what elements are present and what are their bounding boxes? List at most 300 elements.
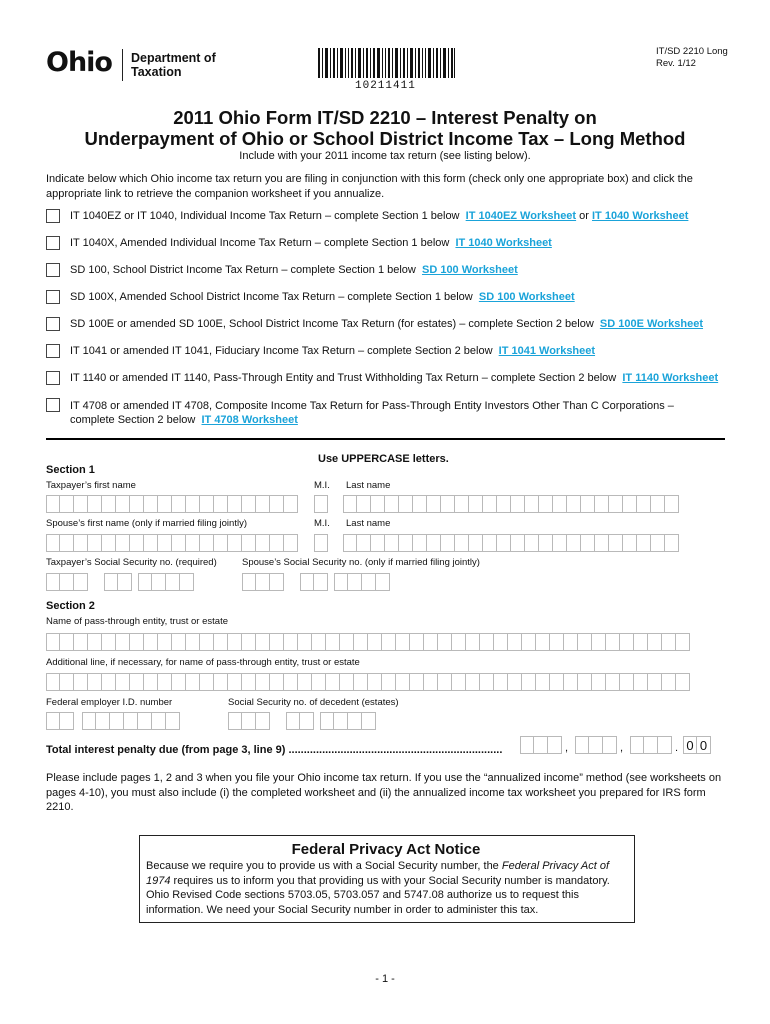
character-box[interactable]: [606, 673, 620, 691]
character-box[interactable]: [410, 673, 424, 691]
character-box[interactable]: [186, 534, 200, 552]
character-box[interactable]: [228, 633, 242, 651]
character-box[interactable]: [96, 712, 110, 730]
character-box[interactable]: [186, 495, 200, 513]
character-box[interactable]: [550, 673, 564, 691]
character-box[interactable]: [644, 736, 658, 754]
character-box[interactable]: [158, 495, 172, 513]
character-box[interactable]: [483, 495, 497, 513]
character-box[interactable]: [424, 633, 438, 651]
character-box[interactable]: [300, 573, 314, 591]
fein-label: Federal employer I.D. number: [46, 697, 173, 708]
decedent-ssn-label: Social Security no. of decedent (estates): [228, 697, 399, 708]
character-box[interactable]: [256, 673, 270, 691]
character-box[interactable]: [130, 633, 144, 651]
total-comma-1: ,: [565, 742, 569, 754]
privacy-body-a: Because we require you to provide us with a Social Security number, the: [146, 860, 502, 872]
character-box[interactable]: [539, 534, 553, 552]
character-box[interactable]: [326, 633, 340, 651]
character-box[interactable]: [46, 712, 60, 730]
spouse-last-label: Last name: [346, 518, 391, 529]
character-box[interactable]: [256, 534, 270, 552]
section2-heading: Section 2: [46, 600, 95, 612]
character-box[interactable]: [581, 495, 595, 513]
character-box[interactable]: [284, 673, 298, 691]
character-box[interactable]: [620, 633, 634, 651]
taxpayer-first-input[interactable]: [46, 495, 298, 513]
character-box[interactable]: [326, 673, 340, 691]
character-box[interactable]: [508, 633, 522, 651]
character-box[interactable]: [480, 673, 494, 691]
character-box[interactable]: [46, 673, 60, 691]
character-box[interactable]: [595, 495, 609, 513]
character-box[interactable]: [256, 712, 270, 730]
character-box[interactable]: [104, 573, 118, 591]
option-label: IT 1040EZ or IT 1040, Individual Income Tax Return – complete Section 1 below: [70, 210, 460, 222]
character-box[interactable]: [399, 495, 413, 513]
character-box[interactable]: [567, 495, 581, 513]
character-box[interactable]: [368, 633, 382, 651]
character-box[interactable]: [286, 712, 300, 730]
entity-name-label: Name of pass-through entity, trust or estate: [46, 616, 228, 627]
character-box[interactable]: [603, 736, 617, 754]
character-box[interactable]: [242, 573, 256, 591]
character-box[interactable]: [82, 712, 96, 730]
character-box[interactable]: [609, 495, 623, 513]
character-box[interactable]: [665, 534, 679, 552]
checkbox-sd100e[interactable]: [46, 317, 60, 331]
character-box[interactable]: [116, 534, 130, 552]
character-box[interactable]: [46, 633, 60, 651]
character-box[interactable]: [348, 712, 362, 730]
character-box[interactable]: [214, 673, 228, 691]
character-box[interactable]: [413, 534, 427, 552]
decedent-ssn-input-2[interactable]: [286, 712, 314, 730]
character-box[interactable]: [676, 633, 690, 651]
checkbox-sd100x[interactable]: [46, 290, 60, 304]
character-box[interactable]: [74, 495, 88, 513]
character-box[interactable]: [410, 633, 424, 651]
checkbox-sd100[interactable]: [46, 263, 60, 277]
character-box[interactable]: [256, 495, 270, 513]
taxpayer-mi-input[interactable]: [314, 495, 328, 513]
character-box[interactable]: [270, 633, 284, 651]
character-box[interactable]: [595, 534, 609, 552]
character-box[interactable]: [466, 633, 480, 651]
character-box[interactable]: [186, 633, 200, 651]
taxpayer-ssn-input[interactable]: [46, 573, 88, 591]
character-box[interactable]: [343, 495, 357, 513]
character-box[interactable]: [348, 573, 362, 591]
checkbox-it1040x[interactable]: [46, 236, 60, 250]
character-box[interactable]: [116, 495, 130, 513]
character-box[interactable]: [186, 673, 200, 691]
character-box[interactable]: [74, 673, 88, 691]
character-box[interactable]: [214, 633, 228, 651]
checkbox-it1040[interactable]: [46, 209, 60, 223]
character-box[interactable]: [298, 673, 312, 691]
character-box[interactable]: [520, 736, 534, 754]
character-box[interactable]: [371, 534, 385, 552]
character-box[interactable]: [534, 736, 548, 754]
total-amount-input-1[interactable]: [520, 736, 562, 754]
total-penalty-label: Total interest penalty due (from page 3, line 9) ......................................................................: [46, 744, 503, 756]
character-box[interactable]: [578, 633, 592, 651]
character-box[interactable]: [228, 534, 242, 552]
character-box[interactable]: [441, 495, 455, 513]
character-box[interactable]: [172, 534, 186, 552]
character-box[interactable]: [385, 495, 399, 513]
spouse-first-label: Spouse’s first name (only if married filing jointly): [46, 518, 247, 529]
character-box[interactable]: [371, 495, 385, 513]
character-box[interactable]: [298, 633, 312, 651]
character-box[interactable]: [124, 712, 138, 730]
department-name: [131, 51, 216, 79]
character-box[interactable]: [362, 712, 376, 730]
character-box[interactable]: [60, 573, 74, 591]
character-box[interactable]: [354, 673, 368, 691]
character-box[interactable]: [511, 534, 525, 552]
character-box[interactable]: [60, 534, 74, 552]
character-box[interactable]: [312, 633, 326, 651]
character-box[interactable]: [270, 534, 284, 552]
character-box[interactable]: [270, 573, 284, 591]
link-sd100-worksheet[interactable]: SD 100 Worksheet: [421, 264, 518, 276]
checkbox-it1140[interactable]: [46, 371, 60, 385]
character-box[interactable]: [116, 673, 130, 691]
entity-name-input[interactable]: [46, 633, 690, 651]
department-line2: Taxation: [131, 65, 182, 79]
character-box[interactable]: [658, 736, 672, 754]
character-box[interactable]: [362, 573, 376, 591]
character-box[interactable]: [158, 673, 172, 691]
option-label: IT 1041 or amended IT 1041, Fiduciary Income Tax Return – complete Section 2 below: [70, 345, 493, 357]
fein-input[interactable]: [46, 712, 74, 730]
character-box[interactable]: [180, 573, 194, 591]
character-box[interactable]: [46, 573, 60, 591]
character-box[interactable]: [550, 633, 564, 651]
character-box[interactable]: [648, 673, 662, 691]
decedent-ssn-input[interactable]: [228, 712, 270, 730]
character-box[interactable]: [46, 495, 60, 513]
character-box[interactable]: [138, 573, 152, 591]
character-box[interactable]: [102, 633, 116, 651]
checkbox-it1041[interactable]: [46, 344, 60, 358]
character-box[interactable]: [118, 573, 132, 591]
character-box[interactable]: [144, 534, 158, 552]
section1-heading: Section 1: [46, 464, 95, 476]
option-label: IT 1140 or amended IT 1140, Pass-Through Entity and Trust Withholding Tax Return – complete Section 2 below: [70, 372, 617, 384]
spouse-ssn-input[interactable]: [242, 573, 284, 591]
character-box[interactable]: [564, 633, 578, 651]
link-it4708-worksheet[interactable]: IT 4708 Worksheet: [201, 414, 298, 426]
privacy-body-b: requires us to inform you that providing us with your Social Security number is mandatory. Ohio Revised Code sections 5703.05, 5703.057 and 5747.08 authorize us to request this information. We need your Social Security number in order to administer this tax.: [146, 874, 610, 916]
character-box[interactable]: [606, 633, 620, 651]
character-box[interactable]: [172, 673, 186, 691]
character-box[interactable]: [427, 534, 441, 552]
character-box[interactable]: [242, 633, 256, 651]
character-box[interactable]: [354, 633, 368, 651]
character-box[interactable]: [385, 534, 399, 552]
character-box[interactable]: [343, 534, 357, 552]
taxpayer-last-label: Last name: [346, 480, 391, 491]
character-box[interactable]: [466, 673, 480, 691]
character-box[interactable]: [152, 712, 166, 730]
character-box[interactable]: [144, 495, 158, 513]
character-box[interactable]: [300, 712, 314, 730]
character-box[interactable]: [634, 633, 648, 651]
privacy-title: Federal Privacy Act Notice: [291, 841, 481, 858]
character-box[interactable]: [60, 495, 74, 513]
spouse-mi-input[interactable]: [314, 534, 328, 552]
character-box[interactable]: [74, 633, 88, 651]
character-box[interactable]: [144, 633, 158, 651]
character-box[interactable]: [637, 495, 651, 513]
character-box[interactable]: [589, 736, 603, 754]
character-box[interactable]: [581, 534, 595, 552]
character-box[interactable]: [494, 673, 508, 691]
character-box[interactable]: [242, 712, 256, 730]
character-box[interactable]: [242, 673, 256, 691]
character-box[interactable]: [158, 534, 172, 552]
total-comma-2: ,: [620, 742, 624, 754]
taxpayer-mi-label: M.I.: [314, 480, 330, 491]
taxpayer-ssn-input-2[interactable]: [104, 573, 132, 591]
character-box[interactable]: [284, 495, 298, 513]
character-box[interactable]: [270, 673, 284, 691]
taxpayer-ssn-input-3[interactable]: [138, 573, 194, 591]
link-sd100e-worksheet[interactable]: SD 100E Worksheet: [599, 318, 704, 330]
character-box[interactable]: [578, 673, 592, 691]
character-box[interactable]: [102, 495, 116, 513]
option-label-cont: complete Section 2 below: [70, 414, 196, 426]
character-box[interactable]: [214, 495, 228, 513]
character-box[interactable]: [152, 573, 166, 591]
character-box[interactable]: [553, 495, 567, 513]
spouse-ssn-input-2[interactable]: [300, 573, 328, 591]
character-box[interactable]: [525, 534, 539, 552]
character-box[interactable]: [200, 673, 214, 691]
link-it1040-worksheet[interactable]: IT 1040 Worksheet: [455, 237, 552, 249]
link-sd100-worksheet[interactable]: SD 100 Worksheet: [478, 291, 575, 303]
character-box[interactable]: [88, 534, 102, 552]
character-box[interactable]: [483, 534, 497, 552]
character-box[interactable]: [508, 673, 522, 691]
character-box[interactable]: [452, 633, 466, 651]
spouse-last-input[interactable]: [343, 534, 679, 552]
character-box[interactable]: [634, 673, 648, 691]
character-box[interactable]: [676, 673, 690, 691]
character-box[interactable]: [623, 495, 637, 513]
character-box[interactable]: [368, 673, 382, 691]
character-box[interactable]: [662, 673, 676, 691]
character-box[interactable]: [200, 534, 214, 552]
character-box[interactable]: [567, 534, 581, 552]
character-box[interactable]: [427, 495, 441, 513]
character-box[interactable]: [592, 633, 606, 651]
character-box[interactable]: [536, 633, 550, 651]
character-box[interactable]: [620, 673, 634, 691]
character-box[interactable]: [130, 534, 144, 552]
character-box[interactable]: [60, 712, 74, 730]
character-box[interactable]: [88, 495, 102, 513]
character-box[interactable]: [522, 673, 536, 691]
character-box[interactable]: [200, 495, 214, 513]
fein-input-2[interactable]: [82, 712, 180, 730]
character-box[interactable]: [522, 633, 536, 651]
character-box[interactable]: [138, 712, 152, 730]
character-box[interactable]: [536, 673, 550, 691]
character-box[interactable]: [284, 633, 298, 651]
total-cents: [683, 736, 711, 754]
character-box[interactable]: [553, 534, 567, 552]
character-box[interactable]: [228, 673, 242, 691]
character-box[interactable]: [74, 534, 88, 552]
entity-name-input-2[interactable]: [46, 673, 690, 691]
character-box[interactable]: [334, 573, 348, 591]
character-box[interactable]: [511, 495, 525, 513]
character-box[interactable]: [592, 673, 606, 691]
character-box[interactable]: [623, 534, 637, 552]
character-box[interactable]: [130, 673, 144, 691]
character-box[interactable]: [525, 495, 539, 513]
character-box[interactable]: [651, 495, 665, 513]
character-box[interactable]: [340, 673, 354, 691]
character-box[interactable]: [469, 534, 483, 552]
character-box[interactable]: [314, 495, 328, 513]
character-box[interactable]: [539, 495, 553, 513]
character-box[interactable]: [665, 495, 679, 513]
character-box[interactable]: [314, 534, 328, 552]
character-box[interactable]: [214, 534, 228, 552]
character-box[interactable]: [144, 673, 158, 691]
character-box[interactable]: [158, 633, 172, 651]
character-box[interactable]: [74, 573, 88, 591]
character-box[interactable]: [314, 573, 328, 591]
character-box[interactable]: [228, 712, 242, 730]
character-box[interactable]: [413, 495, 427, 513]
character-box[interactable]: [396, 633, 410, 651]
form-id-code: IT/SD 2210 Long: [656, 46, 728, 57]
total-amount-input-3[interactable]: [630, 736, 672, 754]
character-box[interactable]: [480, 633, 494, 651]
character-box[interactable]: [334, 712, 348, 730]
barcode-number: 10211411: [355, 80, 416, 92]
character-box[interactable]: [399, 534, 413, 552]
character-box[interactable]: [256, 573, 270, 591]
spouse-ssn-input-3[interactable]: [334, 573, 390, 591]
character-box[interactable]: [637, 534, 651, 552]
option-it4708: [46, 399, 726, 427]
character-box[interactable]: [564, 673, 578, 691]
character-box[interactable]: [166, 573, 180, 591]
character-box[interactable]: [452, 673, 466, 691]
taxpayer-first-label: Taxpayer’s first name: [46, 480, 136, 491]
logo-word: Ohio: [46, 47, 112, 78]
option-sd100e: [46, 318, 703, 331]
spouse-first-input[interactable]: [46, 534, 298, 552]
link-it1041-worksheet[interactable]: IT 1041 Worksheet: [498, 345, 596, 357]
character-box[interactable]: [60, 633, 74, 651]
instructions-text: Please include pages 1, 2 and 3 when you file your Ohio income tax return. If you use the “annualized income” method (see worksheets on pages 4-10), you must also include (i) the completed worksheet and (ii) the annualized income tax worksheet you prepared for IRS form 2210.: [46, 772, 722, 813]
character-box[interactable]: [172, 495, 186, 513]
character-box[interactable]: [441, 534, 455, 552]
character-box[interactable]: [497, 495, 511, 513]
character-box[interactable]: [497, 534, 511, 552]
total-amount-input-2[interactable]: [575, 736, 617, 754]
checkbox-it4708[interactable]: [46, 398, 60, 412]
character-box[interactable]: [312, 673, 326, 691]
character-box[interactable]: [46, 534, 60, 552]
character-box[interactable]: [396, 673, 410, 691]
character-box[interactable]: [357, 495, 371, 513]
character-box[interactable]: [116, 633, 130, 651]
character-box[interactable]: [438, 633, 452, 651]
character-box[interactable]: [376, 573, 390, 591]
character-box[interactable]: [575, 736, 589, 754]
character-box[interactable]: [88, 673, 102, 691]
option-it1041: [46, 345, 595, 358]
link-it1040-worksheet[interactable]: IT 1040 Worksheet: [592, 210, 689, 222]
character-box[interactable]: [102, 534, 116, 552]
character-box[interactable]: [340, 633, 354, 651]
character-box[interactable]: [630, 736, 644, 754]
character-box[interactable]: [424, 673, 438, 691]
character-box[interactable]: [494, 633, 508, 651]
character-box[interactable]: [320, 712, 334, 730]
character-box[interactable]: [469, 495, 483, 513]
option-label: SD 100, School District Income Tax Return – complete Section 1 below: [70, 264, 416, 276]
character-box[interactable]: [242, 534, 256, 552]
character-box[interactable]: [284, 534, 298, 552]
character-box[interactable]: [662, 633, 676, 651]
character-box[interactable]: [357, 534, 371, 552]
character-box[interactable]: [200, 633, 214, 651]
character-box[interactable]: [60, 673, 74, 691]
decedent-ssn-input-3[interactable]: [320, 712, 376, 730]
privacy-body-italic: Federal Privacy Act of 1974: [146, 860, 610, 887]
option-joiner: or: [579, 210, 589, 222]
spouse-ssn-label: Spouse’s Social Security no. (only if married filing jointly): [242, 557, 480, 568]
character-box[interactable]: [228, 495, 242, 513]
character-box[interactable]: [166, 712, 180, 730]
form-title-line2: Underpayment of Ohio or School District Income Tax – Long Method: [84, 128, 686, 149]
character-box[interactable]: [455, 495, 469, 513]
option-it1140: [46, 372, 718, 385]
character-box[interactable]: [438, 673, 452, 691]
intro-text: Indicate below which Ohio income tax return you are filing in conjunction with this form (check only one appropriate box) and click the appropriate link to retrieve the companion worksheet if you annualize.: [46, 173, 693, 200]
character-box[interactable]: [548, 736, 562, 754]
character-box[interactable]: [130, 495, 144, 513]
character-box[interactable]: [110, 712, 124, 730]
link-it1140-worksheet[interactable]: IT 1140 Worksheet: [622, 372, 719, 384]
taxpayer-last-input[interactable]: [343, 495, 679, 513]
character-box[interactable]: [651, 534, 665, 552]
character-box[interactable]: [382, 673, 396, 691]
character-box[interactable]: [382, 633, 396, 651]
character-box[interactable]: [88, 633, 102, 651]
character-box[interactable]: [455, 534, 469, 552]
character-box[interactable]: [242, 495, 256, 513]
character-box[interactable]: [102, 673, 116, 691]
character-box[interactable]: [172, 633, 186, 651]
character-box[interactable]: [270, 495, 284, 513]
character-box[interactable]: [609, 534, 623, 552]
link-it1040ez-worksheet[interactable]: IT 1040EZ Worksheet: [465, 210, 577, 222]
character-box[interactable]: [256, 633, 270, 651]
barcode: [318, 48, 455, 78]
character-box[interactable]: [648, 633, 662, 651]
